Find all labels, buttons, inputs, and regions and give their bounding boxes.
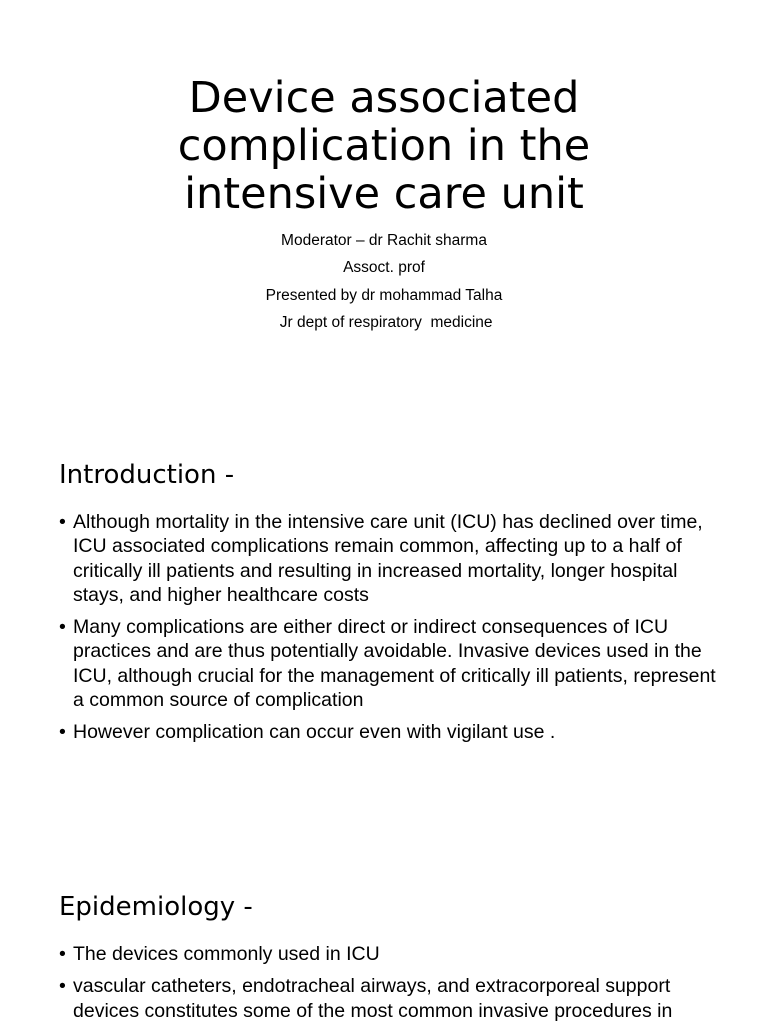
bullet-text: Although mortality in the intensive care unit (ICU) has declined over time, ICU associated complications remain common, affecting up to a half of critically ill patients and resulting in increased mortality, longer hospital stays, and higher healthcare costs [73, 511, 703, 606]
department-line: Jr dept of respiratory medicine [275, 313, 493, 331]
moderator-line: Moderator – dr Rachit sharma [281, 232, 487, 249]
title-line: intensive care unit [184, 169, 584, 219]
bullet-icon: • [59, 975, 66, 998]
introduction-bullet-list [59, 510, 719, 753]
title-line: Device associated [188, 73, 580, 123]
title-slide [0, 0, 768, 420]
bullet-text: However complication can occur even with vigilant use . [73, 721, 556, 744]
bullet-text: The devices commonly used in ICU [73, 943, 380, 965]
bullet-item [59, 615, 719, 712]
bullet-icon: • [59, 616, 66, 639]
bullet-text: vascular catheters, endotracheal airways, and extracorporeal support devices constitutes some of the most common invasive procedures in [73, 975, 673, 1022]
presenter-line: Presented by dr mohammad Talha [265, 286, 503, 304]
epidemiology-heading: Epidemiology - [59, 892, 253, 922]
title-line: complication in the [177, 121, 591, 171]
bullet-item [59, 720, 719, 744]
bullet-item [59, 510, 719, 607]
moderator-title-line: Assoct. prof [343, 259, 425, 277]
bullet-icon: • [59, 943, 66, 965]
bullet-text: Many complications are either direct or indirect consequences of ICU practices and are thus potentially avoidable. Invasive devices used in the ICU, although crucial for the management of critically ill patients, represent a common source of complication [73, 616, 716, 712]
introduction-heading: Introduction - [59, 460, 235, 490]
bullet-icon: • [59, 721, 66, 744]
bullet-item [59, 974, 719, 1023]
bullet-item [59, 942, 719, 966]
epidemiology-bullet-list [59, 942, 719, 1031]
presenter-info [0, 227, 768, 336]
bullet-icon: • [59, 511, 66, 533]
presentation-title [0, 74, 768, 218]
